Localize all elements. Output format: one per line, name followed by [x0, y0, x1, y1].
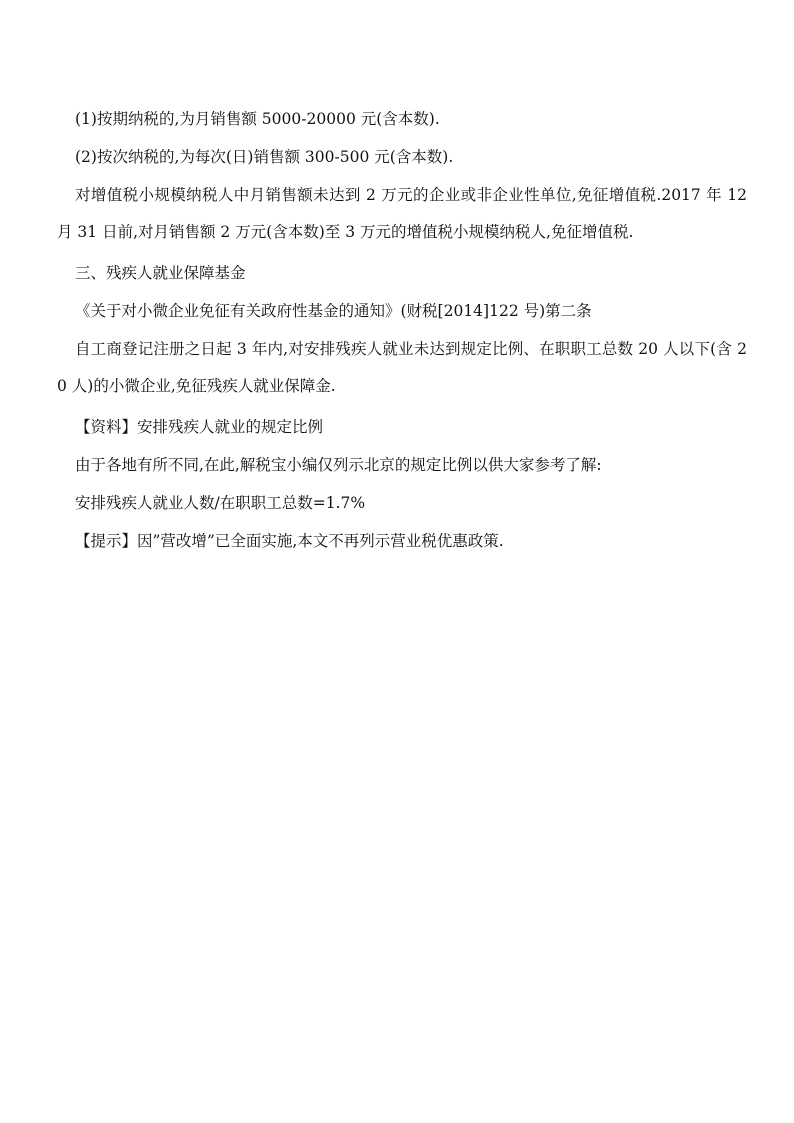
paragraph-periodic-tax: (1)按期纳税的,为月销售额 5000-20000 元(含本数). [75, 110, 440, 128]
paragraph-ratio-formula: 安排残疾人就业人数/在职职工总数=1.7% [75, 494, 366, 512]
paragraph-beijing-ratio-intro: 由于各地有所不同,在此,解税宝小编仅列示北京的规定比例以供大家参考了解: [75, 456, 602, 474]
document-body [57, 104, 747, 564]
paragraph-material-heading: 【资料】安排残疾人就业的规定比例 [75, 418, 324, 436]
paragraph-per-transaction-tax: (2)按次纳税的,为每次(日)销售额 300-500 元(含本数). [75, 148, 454, 166]
paragraph-disability-fund-exemption: 自工商登记注册之日起 3 年内,对安排残疾人就业未达到规定比例、在职职工总数 20 人以下(含 20 人)的小微企业,免征残疾人就业保障金. [57, 340, 747, 395]
section-heading-disability-fund: 三、残疾人就业保障基金 [75, 264, 246, 282]
paragraph-note: 【提示】因”营改增”已全面实施,本文不再列示营业税优惠政策. [75, 532, 504, 550]
paragraph-vat-exemption: 对增值税小规模纳税人中月销售额未达到 2 万元的企业或非企业性单位,免征增值税.2017 年 12 月 31 日前,对月销售额 2 万元(含本数)至 3 万元的增值税小规模纳税人,免征增值税. [57, 186, 747, 241]
paragraph-notice-reference: 《关于对小微企业免征有关政府性基金的通知》(财税[2014]122 号)第二条 [75, 302, 592, 320]
